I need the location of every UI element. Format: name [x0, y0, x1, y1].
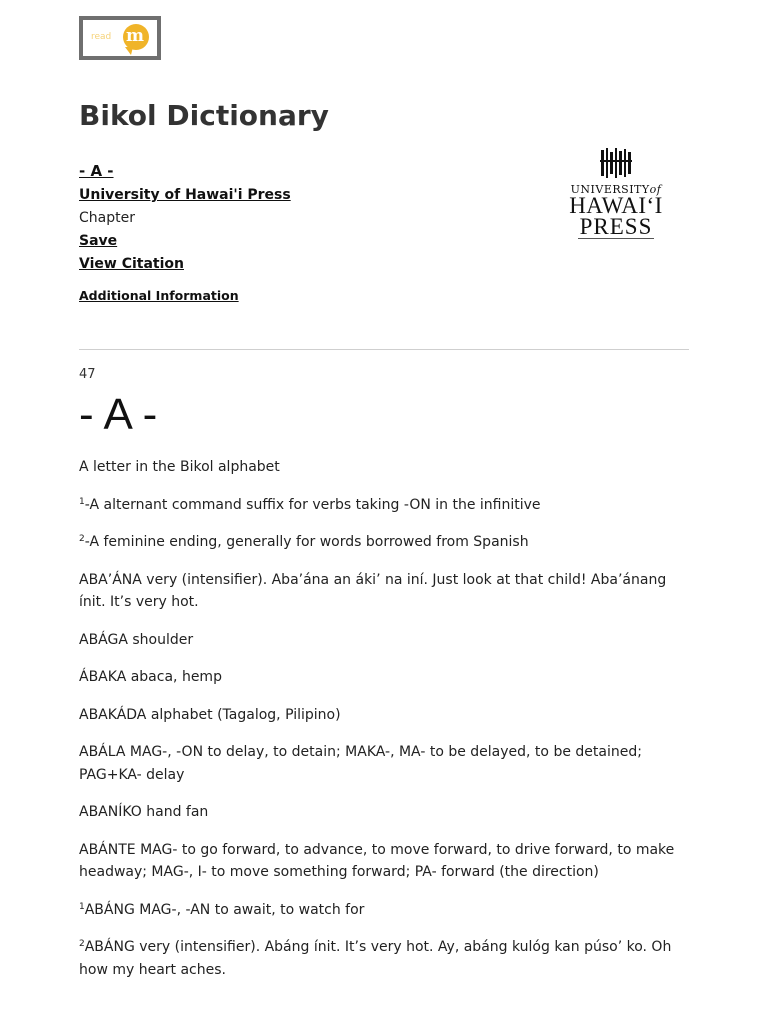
chapter-meta: [79, 160, 499, 308]
publisher-link[interactable]: University of Hawai'i Press: [79, 187, 291, 203]
view-citation-link[interactable]: View Citation: [79, 256, 184, 272]
site-logo[interactable]: [79, 16, 161, 60]
dictionary-entry: ABAKÁDA alphabet (Tagalog, Pilipino): [79, 706, 341, 723]
logo-text: read: [91, 32, 112, 42]
content-type: Chapter: [79, 210, 135, 226]
book-title: Bikol Dictionary: [79, 99, 329, 132]
additional-information-link[interactable]: Additional Information: [79, 288, 239, 303]
page-number: 47: [79, 367, 96, 382]
chapter-title-link[interactable]: - A -: [79, 162, 114, 180]
section-divider: [79, 349, 689, 350]
dictionary-entry: ABÁLA MAG-, -ON to delay, to detain; MAKA-, MA- to be delayed, to be detained; PAG+KA- delay: [79, 744, 642, 783]
dictionary-entry: $^2$ABÁNG very (intensifier). Abáng ínit. It’s very hot. Ay, abáng kulóg kan púso’ ko. Oh how my heart aches.: [79, 939, 672, 978]
dictionary-entry: $^2$-A feminine ending, generally for words borrowed from Spanish: [79, 534, 529, 550]
press-logo-hawaii: HAWAI‘I: [569, 193, 663, 218]
chapter-content: [79, 366, 691, 996]
logo-inner: [83, 20, 157, 56]
dictionary-entry: ABÁGA shoulder: [79, 631, 194, 648]
dictionary-entry: $^1$-A alternant command suffix for verbs taking -ON in the infinitive: [79, 496, 541, 513]
chapter-heading: - A -: [79, 390, 158, 439]
dictionary-entry: ABA’ÁNA very (intensifier). Aba’ána an áki’ na iní. Just look at that child! Aba’ánang ínit. It’s very hot.: [79, 571, 667, 610]
dictionary-entry: ÁBAKA abaca, hemp: [79, 669, 222, 685]
hawaii-press-mark-icon: [599, 146, 633, 180]
dictionary-entry: ABANÍKO hand fan: [79, 804, 209, 820]
dictionary-entry: A letter in the Bikol alphabet: [79, 459, 280, 475]
publisher-logo[interactable]: [566, 146, 666, 240]
save-button[interactable]: Save: [79, 233, 118, 249]
logo-letter: m: [126, 26, 144, 46]
press-logo-university: UNIVERSITYof: [570, 183, 662, 196]
dictionary-entry: ABÁNTE MAG- to go forward, to advance, to move forward, to drive forward, to make headway; MAG-, I- to move something forward; PA- forward (the direction): [79, 841, 675, 880]
dictionary-entry: $^1$ABÁNG MAG-, -AN to await, to watch for: [79, 901, 365, 918]
press-logo-press: PRESS: [579, 214, 653, 239]
